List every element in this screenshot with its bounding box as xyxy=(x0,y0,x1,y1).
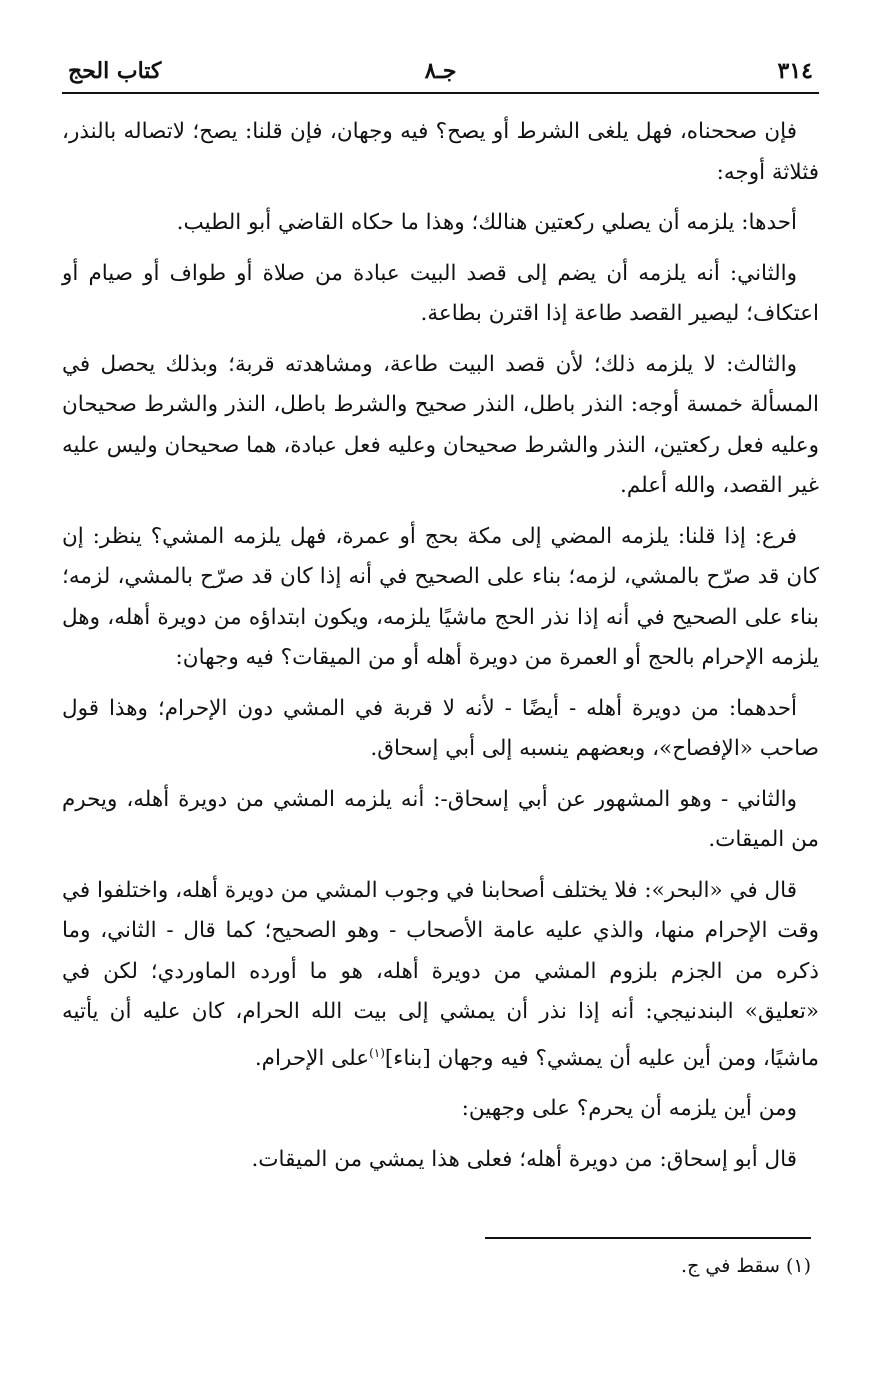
footnote-separator xyxy=(485,1237,811,1239)
page-number: ٣١٤ xyxy=(777,58,813,84)
paragraph: ومن أين يلزمه أن يحرم؟ على وجهين: xyxy=(461,1096,797,1122)
running-header xyxy=(62,52,819,94)
footnote-marker[interactable]: (١) xyxy=(369,1045,385,1060)
page xyxy=(62,52,819,1190)
paragraph: فإن صححناه، فهل يلغى الشرط أو يصح؟ فيه وجهان، فإن قلنا: يصح؛ لاتصاله بالنذر، فثلاثة أوجه: xyxy=(62,119,819,185)
paragraph: والثالث: لا يلزمه ذلك؛ لأن قصد البيت طاعة، ومشاهدته قربة؛ وبذلك يحصل في المسألة خمسة أوجه: النذر باطل، النذر صحيح والشرط باطل، النذر والشرط صحيحان وعليه فعل ركعتين، النذر والشرط صحيحان وعليه فعل عبادة، هما صحيحان وليس عليه غير القصد، والله أعلم. xyxy=(62,351,819,498)
main-text xyxy=(62,112,819,1180)
paragraph-text: قال في «البحر»: فلا يختلف أصحابنا في وجوب المشي من دويرة أهله، واختلفوا في وقت الإحرام منها، والذي عليه عامة الأصحاب - وهو الصحيح؛ كما قال - الثاني، وما ذكره من الجزم بلزوم المشي من دويرة أهله، هو ما أورده الماوردي؛ لكن في «تعليق» البندنيجي: أنه إذا نذر أن يمشي إلى بيت الله الحرام، كان عليه أن يأتيه ماشيًا، ومن أين عليه أن يمشي؟ فيه وجهان [بناء] xyxy=(62,877,819,1071)
paragraph xyxy=(62,871,819,1080)
paragraph-text: على الإحرام. xyxy=(254,1045,370,1071)
book-title: كتاب الحج xyxy=(68,58,162,84)
paragraph: والثاني: أنه يلزمه أن يضم إلى قصد البيت عبادة من صلاة أو طواف أو صيام أو اعتكاف؛ ليصير القصد طاعة إذا اقترن بطاعة. xyxy=(62,260,819,326)
paragraph: أحدها: يلزمه أن يصلي ركعتين هنالك؛ وهذا ما حكاه القاضي أبو الطيب. xyxy=(176,210,797,235)
paragraph: فرع: إذا قلنا: يلزمه المضي إلى مكة بحج أو عمرة، فهل يلزمه المشي؟ ينظر: إن كان قد صرّح بالمشي، لزمه؛ بناء على الصحيح في أنه إذا كان قد صرّح بالمشي، لزمه؛ بناء على الصحيح في أنه إذا نذر الحج ماشيًا يلزمه، ويكون ابتداؤه من دويرة أهله، وهل يلزمه الإحرام بالحج أو العمرة من دويرة أهله أو من الميقات؟ فيه وجهان: xyxy=(62,523,819,670)
paragraph: أحدهما: من دويرة أهله - أيضًا - لأنه لا قربة في المشي دون الإحرام؛ وهذا قول صاحب «الإفصاح»، وبعضهم ينسبه إلى أبي إسحاق. xyxy=(62,695,819,761)
footnote: (١) سقط في ج. xyxy=(681,1255,811,1277)
paragraph: والثاني - وهو المشهور عن أبي إسحاق-: أنه يلزمه المشي من دويرة أهله، ويحرم من الميقات. xyxy=(62,786,819,852)
paragraph: قال أبو إسحاق: من دويرة أهله؛ فعلى هذا يمشي من الميقات. xyxy=(251,1146,797,1172)
volume-label: جـ٨ xyxy=(424,58,457,84)
